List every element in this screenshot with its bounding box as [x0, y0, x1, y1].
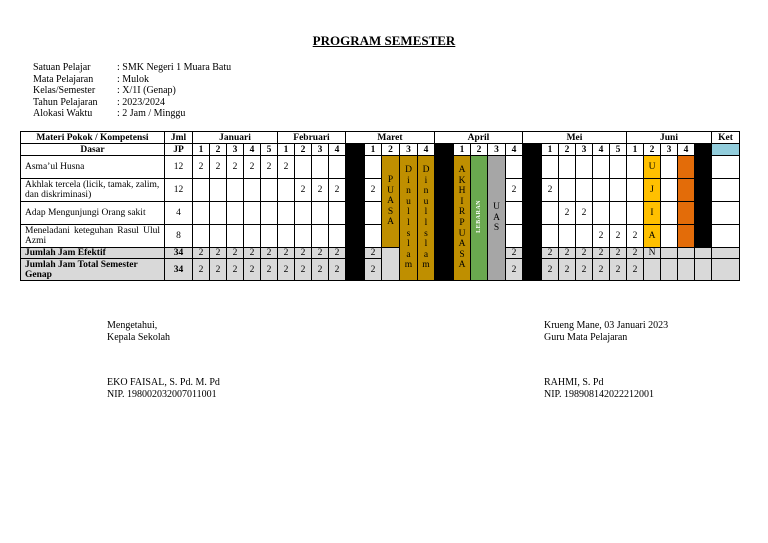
- letter: U: [458, 228, 466, 239]
- letter: P: [387, 175, 394, 186]
- cell: 2: [610, 248, 627, 259]
- cell: [661, 179, 678, 202]
- week-jun-1: 1: [627, 144, 644, 156]
- ujian-letter-cell: J: [644, 179, 661, 202]
- info-label: Kelas/Semester: [33, 85, 96, 97]
- black-cell: [695, 202, 712, 225]
- cell: [542, 202, 559, 225]
- week-apr-4: 4: [506, 144, 523, 156]
- cell: [227, 179, 244, 202]
- ket-cell: [712, 202, 740, 225]
- cell: 2: [365, 259, 382, 281]
- cell: 2: [506, 248, 523, 259]
- jp-cell: 34: [165, 259, 193, 281]
- info-value: : 2023/2024: [117, 96, 166, 108]
- cell: [576, 225, 593, 248]
- cell: [661, 202, 678, 225]
- header-jp: JP: [165, 144, 193, 156]
- pasa-letters: [382, 175, 399, 228]
- materi-cell: Asma’ul Husna: [21, 156, 165, 179]
- cell: [506, 225, 523, 248]
- signature-right-name: RAHMI, S. Pd: [544, 377, 604, 388]
- week-jun-3: 3: [661, 144, 678, 156]
- cell: [278, 225, 295, 248]
- letter: R: [458, 207, 466, 218]
- table-row: [21, 225, 740, 248]
- cell: [593, 179, 610, 202]
- letter: D: [422, 165, 430, 176]
- jp-cell: 34: [165, 248, 193, 259]
- letter: U: [387, 185, 394, 196]
- dinullisalam-letters: [400, 165, 417, 271]
- total-semester-row: [21, 259, 740, 281]
- cell: 2: [210, 156, 227, 179]
- cell: 2: [312, 259, 329, 281]
- cell: [542, 156, 559, 179]
- header-materi: Materi Pokok / Kompetensi: [21, 132, 165, 144]
- ujian-letter-cell: U: [644, 156, 661, 179]
- cell: 2: [506, 179, 523, 202]
- cell: [227, 225, 244, 248]
- black-column: [523, 156, 542, 281]
- cell: [193, 225, 210, 248]
- cell: [329, 202, 346, 225]
- black-column: [346, 156, 365, 281]
- cell: 2: [295, 179, 312, 202]
- jp-cell: 4: [165, 202, 193, 225]
- cell: 2: [610, 259, 627, 281]
- cell: [661, 225, 678, 248]
- cell: 2: [542, 248, 559, 259]
- week-jan-5: 5: [261, 144, 278, 156]
- week-jun-2: 2: [644, 144, 661, 156]
- letter: H: [458, 186, 466, 197]
- cell: [576, 156, 593, 179]
- cell: [661, 259, 678, 281]
- month-januari: Januari: [193, 132, 278, 144]
- month-februari: Februari: [278, 132, 346, 144]
- info-row: [33, 74, 231, 86]
- maret-dinullisalam-1: [400, 156, 418, 281]
- info-value: : X/1I (Genap): [117, 85, 176, 97]
- header-row-weeks: [21, 144, 740, 156]
- cell: [261, 179, 278, 202]
- cell: [244, 225, 261, 248]
- lebaran-label: LEBARAN: [476, 200, 482, 233]
- week-apr-3: 3: [488, 144, 506, 156]
- cell: 2: [627, 248, 644, 259]
- week-feb-2: 2: [295, 144, 312, 156]
- signature-right-line1: Krueng Mane, 03 Januari 2023: [544, 320, 669, 331]
- cell: [627, 179, 644, 202]
- cell: [610, 179, 627, 202]
- week-mar-1: 1: [365, 144, 382, 156]
- program-semester-table: [20, 131, 740, 281]
- akhir-puasa-letters: [454, 165, 470, 271]
- letter: m: [422, 260, 430, 271]
- cell: 2: [193, 248, 210, 259]
- cell: [506, 156, 523, 179]
- cell: [365, 225, 382, 248]
- cell: [278, 179, 295, 202]
- header-row-months: [21, 132, 740, 144]
- info-row: [33, 85, 231, 97]
- letter: A: [387, 196, 394, 207]
- letter: A: [493, 212, 500, 223]
- cell: 2: [278, 248, 295, 259]
- total-efektif-row: [21, 248, 740, 259]
- info-row: [33, 62, 231, 74]
- cell: [312, 225, 329, 248]
- week-apr-1: 1: [454, 144, 471, 156]
- black-cell: [695, 179, 712, 202]
- cell: 2: [227, 248, 244, 259]
- cell: 2: [278, 259, 295, 281]
- cell: 2: [244, 259, 261, 281]
- info-value: : SMK Negeri 1 Muara Batu: [117, 62, 232, 73]
- letter: s: [406, 228, 411, 239]
- week-mar-3: 3: [400, 144, 418, 156]
- letter: s: [424, 228, 428, 239]
- cell: [210, 202, 227, 225]
- april-lebaran-cell: [471, 156, 488, 281]
- april-akhir-puasa-cell: [454, 156, 471, 281]
- week-feb-4: 4: [329, 144, 346, 156]
- letter: n: [423, 186, 429, 197]
- letter: A: [458, 239, 466, 250]
- cell: 2: [261, 248, 278, 259]
- header-ket: Ket: [712, 132, 740, 144]
- ket-cell: [712, 248, 740, 259]
- letter: u: [423, 196, 429, 207]
- black-column: [435, 156, 454, 281]
- letter: n: [406, 186, 411, 197]
- letter: u: [406, 196, 411, 207]
- signature-right-nip: NIP. 198908142022212001: [544, 388, 655, 400]
- cell: [244, 179, 261, 202]
- week-jan-2: 2: [210, 144, 227, 156]
- letter: l: [424, 207, 428, 218]
- blank-week-cell: [346, 144, 365, 156]
- header-jml: Jml: [165, 132, 193, 144]
- uas-letters: [488, 202, 505, 234]
- cell: 2: [329, 259, 346, 281]
- letter: S: [493, 223, 500, 234]
- cell: [365, 202, 382, 225]
- total-semester-label: Jumlah Jam Total Semester Genap: [21, 259, 165, 281]
- cell: 2: [261, 259, 278, 281]
- week-mei-5: 5: [610, 144, 627, 156]
- cell: [365, 156, 382, 179]
- week-jan-3: 3: [227, 144, 244, 156]
- jp-cell: 12: [165, 156, 193, 179]
- week-feb-1: 1: [278, 144, 295, 156]
- orange-cell: [678, 248, 695, 259]
- cell: 2: [312, 248, 329, 259]
- cell: [329, 156, 346, 179]
- jp-cell: 12: [165, 179, 193, 202]
- letter: l: [424, 239, 428, 250]
- cell: [227, 202, 244, 225]
- cell: 2: [329, 179, 346, 202]
- black-cell: [695, 259, 712, 281]
- cell: 2: [576, 259, 593, 281]
- orange-cell: [678, 202, 695, 225]
- ket-cell: [712, 259, 740, 281]
- ket-cell: [712, 225, 740, 248]
- orange-cell: [678, 225, 695, 248]
- week-mei-4: 4: [593, 144, 610, 156]
- cell: 2: [227, 259, 244, 281]
- cell: 2: [506, 259, 523, 281]
- cell: [542, 225, 559, 248]
- month-mei: Mei: [523, 132, 627, 144]
- cell: 2: [627, 225, 644, 248]
- info-label: Satuan Pelajar: [33, 62, 91, 73]
- letter: A: [458, 260, 466, 271]
- letter: D: [405, 165, 412, 176]
- cell: [193, 202, 210, 225]
- cell: [593, 156, 610, 179]
- cell: 2: [295, 259, 312, 281]
- black-cell: [695, 248, 712, 259]
- cell: [312, 156, 329, 179]
- cell: 2: [244, 248, 261, 259]
- cell: [244, 202, 261, 225]
- total-efektif-label: Jumlah Jam Efektif: [21, 248, 165, 259]
- cell: [278, 202, 295, 225]
- cell: 2: [295, 248, 312, 259]
- cell: 2: [261, 156, 278, 179]
- signature-left: [107, 320, 170, 343]
- info-value: : Mulok: [117, 73, 149, 85]
- cell: [559, 225, 576, 248]
- letter: A: [458, 165, 466, 176]
- week-mei-3: 3: [576, 144, 593, 156]
- orange-cell: [678, 259, 695, 281]
- cell: [627, 156, 644, 179]
- week-mar-2: 2: [382, 144, 400, 156]
- blank-week-cell: [695, 144, 712, 156]
- orange-cell: [678, 156, 695, 179]
- info-label: Tahun Pelajaran: [33, 96, 98, 108]
- week-feb-3: 3: [312, 144, 329, 156]
- cell: [210, 179, 227, 202]
- cell: [261, 225, 278, 248]
- cell: 2: [559, 259, 576, 281]
- letter: S: [459, 249, 465, 260]
- cell: [661, 156, 678, 179]
- info-row: [33, 108, 231, 120]
- signature-left-line1: Mengetahui,: [107, 320, 158, 331]
- letter: i: [407, 175, 410, 186]
- cell: 2: [593, 248, 610, 259]
- week-mar-4: 4: [418, 144, 435, 156]
- signature-right-name-block: [544, 377, 654, 400]
- cell: 2: [610, 225, 627, 248]
- cell: 2: [542, 259, 559, 281]
- orange-cell: [678, 179, 695, 202]
- maret-pasa-cell: [382, 156, 400, 248]
- signature-left-name-block: [107, 377, 220, 400]
- ujian-letter-cell: A: [644, 225, 661, 248]
- cell: 2: [227, 156, 244, 179]
- cell: 2: [278, 156, 295, 179]
- cell: 2: [244, 156, 261, 179]
- cell: [261, 202, 278, 225]
- cell: [661, 248, 678, 259]
- month-juni: Juni: [627, 132, 712, 144]
- cell: 2: [542, 179, 559, 202]
- cell: 2: [559, 248, 576, 259]
- materi-cell: Akhlak tercela (licik, tamak, zalim, dan diskriminasi): [21, 179, 165, 202]
- cell: [193, 179, 210, 202]
- month-maret: Maret: [346, 132, 435, 144]
- signature-left-name: EKO FAISAL, S. Pd. M. Pd: [107, 377, 220, 388]
- info-label: Alokasi Waktu: [33, 108, 93, 120]
- cell: [559, 156, 576, 179]
- cell: [627, 202, 644, 225]
- letter: I: [460, 196, 464, 207]
- info-block: [33, 62, 231, 120]
- black-cell: [695, 156, 712, 179]
- cell: 2: [193, 156, 210, 179]
- week-jan-4: 4: [244, 144, 261, 156]
- cell: 2: [365, 248, 382, 259]
- letter: l: [407, 207, 410, 218]
- cell: 2: [329, 248, 346, 259]
- ket-cell: [712, 179, 740, 202]
- info-label: Mata Pelajaran: [33, 73, 94, 85]
- cell: 2: [593, 259, 610, 281]
- cell: [576, 179, 593, 202]
- cell: [329, 225, 346, 248]
- jp-cell: 8: [165, 225, 193, 248]
- week-jun-4: 4: [678, 144, 695, 156]
- week-mei-1: 1: [542, 144, 559, 156]
- page-title: PROGRAM SEMESTER: [312, 33, 456, 48]
- cell: [559, 179, 576, 202]
- cell: [506, 202, 523, 225]
- week-apr-2: 2: [471, 144, 488, 156]
- letter: l: [424, 218, 428, 228]
- black-cell: [695, 225, 712, 248]
- signature-left-line2: Kepala Sekolah: [107, 331, 171, 343]
- cell: [610, 202, 627, 225]
- cell: [210, 225, 227, 248]
- cell: 2: [193, 259, 210, 281]
- cell: 2: [365, 179, 382, 202]
- letter: a: [406, 249, 411, 260]
- week-mei-2: 2: [559, 144, 576, 156]
- blank-week-cell: [435, 144, 454, 156]
- cell: [295, 156, 312, 179]
- info-value: : 2 Jam / Minggu: [117, 108, 186, 120]
- cell: 2: [210, 248, 227, 259]
- cell: 2: [576, 248, 593, 259]
- month-april: April: [435, 132, 523, 144]
- letter: m: [404, 260, 413, 271]
- cell: [312, 202, 329, 225]
- materi-cell: Meneladani keteguhan Rasul Ulul Azmi: [21, 225, 165, 248]
- cell: 2: [312, 179, 329, 202]
- maret-dinullisalam-2: [418, 156, 435, 281]
- materi-cell: Adap Mengunjungi Orang sakit: [21, 202, 165, 225]
- letter: a: [423, 249, 429, 260]
- ujian-cell: [644, 259, 661, 281]
- table-row: [21, 179, 740, 202]
- table-row: [21, 156, 740, 179]
- letter: i: [424, 175, 428, 186]
- letter: P: [459, 218, 465, 228]
- ujian-letter-cell: I: [644, 202, 661, 225]
- cell: [295, 225, 312, 248]
- signature-left-nip: NIP. 198002032007011001: [107, 388, 217, 400]
- letter: K: [458, 175, 466, 186]
- cell: [295, 202, 312, 225]
- header-materi-2: Dasar: [21, 144, 165, 156]
- dinullisalam-letters: [418, 165, 434, 271]
- signature-right-line2: Guru Mata Pelajaran: [544, 331, 628, 343]
- letter: l: [407, 239, 410, 250]
- table-row: [21, 202, 740, 225]
- maret-pasa-cell-lower: [382, 248, 400, 281]
- letter: S: [387, 206, 394, 217]
- letter: l: [407, 218, 410, 228]
- cell: [593, 202, 610, 225]
- ket-cell: [712, 156, 740, 179]
- info-row: [33, 97, 231, 109]
- cell: 2: [627, 259, 644, 281]
- signature-right: [544, 320, 668, 343]
- cell: [610, 156, 627, 179]
- letter: U: [493, 202, 500, 213]
- letter: A: [387, 217, 394, 228]
- cell: 2: [210, 259, 227, 281]
- ujian-letter-cell: N: [644, 248, 661, 259]
- cell: 2: [593, 225, 610, 248]
- week-jan-1: 1: [193, 144, 210, 156]
- april-uas-cell: [488, 156, 506, 281]
- cell: 2: [576, 202, 593, 225]
- ket-cell: [712, 144, 740, 156]
- blank-week-cell: [523, 144, 542, 156]
- cell: 2: [559, 202, 576, 225]
